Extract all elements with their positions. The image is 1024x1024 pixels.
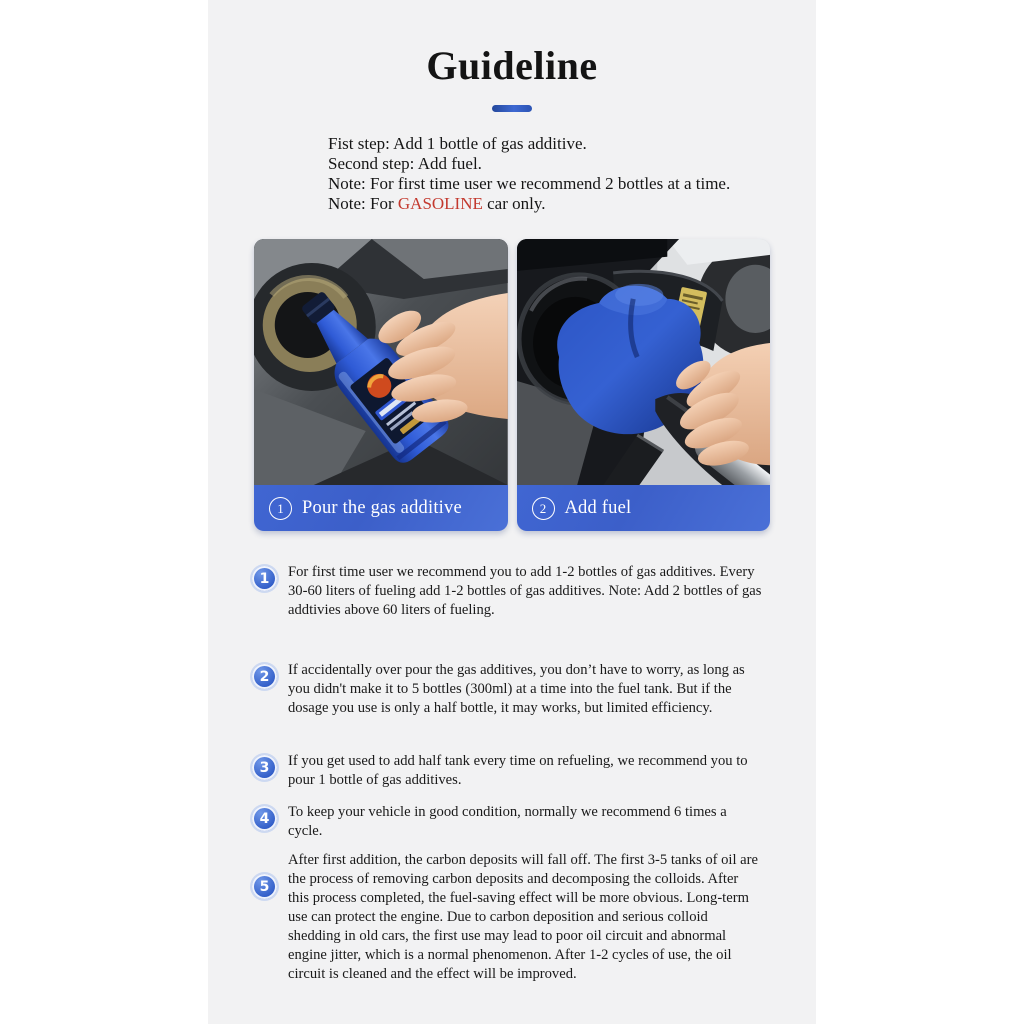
title-divider [492, 105, 532, 112]
step-text: If you get used to add half tank every time on refueling, we recommend you to pour 1 bottle of gas additives. [288, 753, 748, 788]
steps-list [252, 563, 772, 984]
intro-line-first-step: Fist step: Add 1 bottle of gas additive. [328, 134, 587, 153]
caption-number-badge: 2 [532, 497, 555, 520]
intro-steps [328, 134, 816, 214]
photo-card-add-fuel [517, 239, 771, 531]
guideline-panel [208, 0, 816, 1024]
step-number-badge: 2 [252, 664, 277, 689]
step-number-badge: 1 [252, 566, 277, 591]
step-number-badge: 4 [252, 806, 277, 831]
step-text: After first addition, the carbon deposits will fall off. The first 3-5 tanks of oil are the process of removing carbon deposits and decomposing the colloids. After this process completed, the fuel-saving effect will be more obvious. Long-term use can protect the engine. Due to carbon deposition and serious colloid shedding in old cars, the first use may lead to poor oil circuit and abnormal engine jitter, which is a normal phenomenon. After 1-2 cycles of use, the oil circuit is cleaned and the effect will be improved. [288, 852, 758, 982]
step-number-badge: 5 [252, 874, 277, 899]
photo-add-fuel-illustration [517, 239, 771, 485]
step-text: For first time user we recommend you to add 1-2 bottles of gas additives. Every 30-60 liters of fueling add 1-2 bottles of gas additives. Note: Add 2 bottles of gas addtivies above 60 liters of fueling. [288, 564, 762, 618]
step-item-5 [252, 851, 772, 984]
photo-row [254, 239, 770, 531]
note-prefix: Note: For [328, 194, 398, 213]
step-number-badge: 3 [252, 755, 277, 780]
photo-banner-pour [254, 485, 508, 531]
caption-label: Add fuel [564, 497, 632, 518]
photo-pour-additive-illustration [254, 239, 508, 485]
caption-label: Pour the gas additive [302, 497, 462, 518]
intro-line-note-gasoline [328, 194, 816, 214]
photo-banner-fuel [517, 485, 771, 531]
gasoline-highlight: GASOLINE [397, 194, 483, 213]
intro-line-note-bottles: Note: For first time user we recommend 2 bottles at a time. [328, 174, 731, 193]
intro-line-second-step: Second step: Add fuel. [328, 154, 482, 173]
photo-card-pour-additive [254, 239, 508, 531]
page-title: Guideline [426, 43, 598, 88]
step-item-3 [252, 752, 772, 790]
step-text: If accidentally over pour the gas additives, you don’t have to worry, as long as you didn't make it to 5 bottles (300ml) at a time into the fuel tank. But if the dosage you use is only a half bottle, it may works, but limited efficiency. [288, 662, 745, 716]
note-suffix: car only. [482, 194, 546, 213]
caption-number-badge: 1 [269, 497, 292, 520]
step-item-4 [252, 803, 772, 841]
title-divider-wrap [208, 99, 816, 107]
step-item-1 [252, 563, 772, 620]
step-item-2 [252, 661, 772, 718]
step-text: To keep your vehicle in good condition, normally we recommend 6 times a cycle. [288, 804, 727, 839]
